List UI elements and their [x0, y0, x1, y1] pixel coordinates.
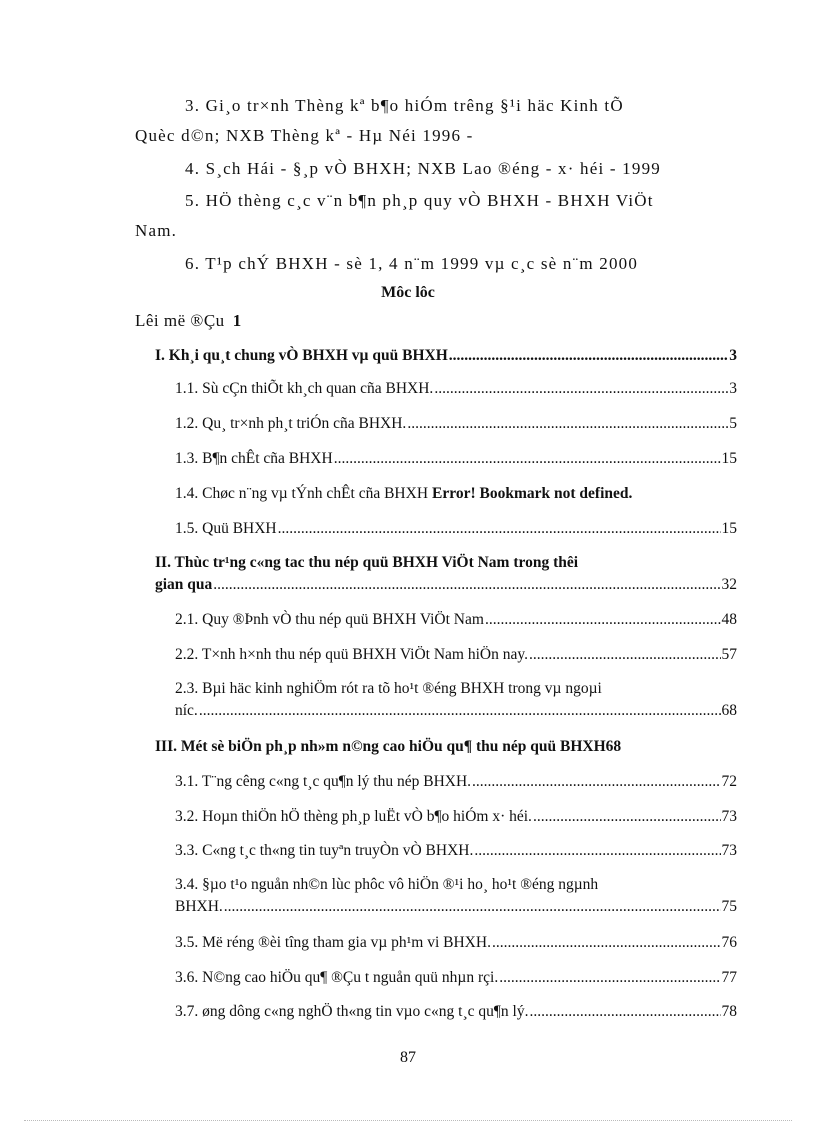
- toc-intro[interactable]: [135, 311, 242, 331]
- toc-entry-3-5[interactable]: [175, 932, 737, 954]
- toc-entry-text: 3.6. N©ng cao hiÖu qu¶ ®Çu t nguån quü nhµn rçi.: [175, 969, 499, 986]
- toc-entry-text: 3.2. Hoµn thiÖn hÖ thèng ph¸p luËt vÒ b¶o hiÓm x· héi.: [175, 808, 532, 825]
- toc-entry-page: 73: [721, 808, 737, 825]
- toc-entry-page: 78: [721, 1003, 737, 1020]
- toc-entry-1-1[interactable]: [175, 378, 737, 400]
- toc-entry-3-4[interactable]: [175, 874, 737, 918]
- toc-entry-text: I. Kh¸i qu¸t chung vÒ BHXH vµ quü BHXH: [155, 347, 448, 364]
- toc-entry-page: 68: [721, 702, 737, 719]
- toc-entry-page: 48: [721, 611, 737, 628]
- toc-entry-error: Error! Bookmark not defined.: [432, 485, 633, 502]
- toc-entry-page: 5: [729, 415, 737, 432]
- reference-4: 4. S¸ch Hái - §¸p vÒ BHXH; NXB Lao ®éng - x· héi - 1999: [185, 159, 661, 178]
- toc-entry-text: II. Thùc tr¹ng c«ng tac thu nép quü BHXH ViÖt Nam trong thêi: [155, 554, 579, 571]
- toc-entry-page: 68: [605, 738, 622, 755]
- toc-entry-page: 15: [721, 520, 737, 537]
- reference-5-line2: Nam.: [135, 221, 178, 240]
- reference-5-line1: 5. HÖ thèng c¸c v¨n b¶n ph¸p quy vÒ BHXH - BHXH ViÖt: [185, 191, 654, 210]
- toc-entry-3-1[interactable]: [175, 771, 737, 793]
- toc-entry-text: 3.7. øng dông c«ng nghÖ th«ng tin vµo c«ng t¸c qu¶n lý.: [175, 1003, 529, 1020]
- toc-entry-page: 72: [721, 773, 737, 790]
- toc-entry-1-5[interactable]: [175, 518, 737, 540]
- toc-entry-text: 1.2. Qu¸ tr×nh ph¸t triÓn cña BHXH.: [175, 415, 407, 432]
- toc-intro-page: 1: [232, 311, 242, 330]
- toc-entry-text: 1.4. Chøc n¨ng vµ tÝnh chÊt cña BHXH: [175, 485, 429, 502]
- toc-entry-1-2[interactable]: [175, 413, 737, 435]
- toc-entry-text: III. Mét sè biÖn ph¸p nh»m n©ng cao hiÖu qu¶ thu nép quü BHXH: [155, 738, 606, 755]
- toc-entry-II[interactable]: [155, 552, 737, 596]
- toc-entry-text: 1.1. Sù cÇn thiÕt kh¸ch quan cña BHXH.: [175, 380, 434, 397]
- toc-entry-1-4[interactable]: [175, 483, 737, 505]
- toc-entry-2-1[interactable]: [175, 609, 737, 631]
- toc-title: Môc lôc: [381, 284, 435, 301]
- toc-entry-2-3[interactable]: [175, 678, 737, 722]
- toc-entry-page: 73: [721, 842, 737, 859]
- toc-entry-text: 2.1. Quy ®Þnh vÒ thu nép quü BHXH ViÖt Nam: [175, 611, 484, 628]
- toc-entry-page: 32: [721, 576, 737, 593]
- toc-entry-cont: gian qua: [155, 576, 213, 593]
- toc-entry-3-2[interactable]: [175, 806, 737, 828]
- toc-entry-I[interactable]: [155, 345, 737, 367]
- toc-entry-page: 3: [729, 380, 737, 397]
- toc-entry-page: 57: [721, 646, 737, 663]
- toc-entry-page: 77: [721, 969, 737, 986]
- toc-entry-text: 3.3. C«ng t¸c th«ng tin tuyªn truyÒn vÒ BHXH.: [175, 842, 474, 859]
- reference-6: 6. T¹p chÝ BHXH - sè 1, 4 n¨m 1999 vµ c¸c sè n¨m 2000: [185, 254, 639, 273]
- toc-entry-2-2[interactable]: [175, 644, 737, 666]
- toc-entry-1-3[interactable]: [175, 448, 737, 470]
- toc-entry-text: 2.2. T×nh h×nh thu nép quü BHXH ViÖt Nam hiÖn nay.: [175, 646, 528, 663]
- toc-entry-cont: BHXH.: [175, 898, 223, 915]
- reference-3-line2: Quèc d©n; NXB Thèng kª - Hµ Néi 1996 -: [135, 126, 474, 145]
- toc-entry-text: 3.5. Më réng ®èi tîng tham gia vµ ph¹m vi BHXH.: [175, 934, 491, 951]
- bottom-divider: [24, 1120, 792, 1121]
- toc-entry-text: 3.1. T¨ng cêng c«ng t¸c qu¶n lý thu nép BHXH.: [175, 773, 472, 790]
- toc-entry-text: 1.5. Quü BHXH: [175, 520, 277, 537]
- toc-entry-page: 15: [721, 450, 737, 467]
- reference-3-line1: 3. Gi¸o tr×nh Thèng kª b¶o hiÓm trêng §¹i häc Kinh tÕ: [185, 96, 624, 115]
- toc-entry-page: 3: [729, 347, 737, 364]
- toc-intro-text: Lêi më ®Çu: [135, 311, 225, 330]
- page-number: 87: [400, 1049, 416, 1066]
- toc-entry-text: 1.3. B¶n chÊt cña BHXH: [175, 450, 333, 467]
- toc-entry-3-3[interactable]: [175, 840, 737, 862]
- toc-entry-text: 3.4. §µo t¹o nguån nh©n lùc phôc vô hiÖn ®¹i ho¸ ho¹t ®éng ngµnh: [175, 876, 599, 893]
- toc-entry-3-6[interactable]: [175, 967, 737, 989]
- toc-entry-cont: níc.: [175, 702, 198, 719]
- toc-entry-III[interactable]: [155, 736, 737, 758]
- toc-entry-text: 2.3. Bµi häc kinh nghiÖm rót ra tõ ho¹t ®éng BHXH trong vµ ngoµi: [175, 680, 602, 697]
- toc-entry-page: 75: [721, 898, 737, 915]
- toc-entry-page: 76: [721, 934, 737, 951]
- toc-entry-3-7[interactable]: [175, 1001, 737, 1023]
